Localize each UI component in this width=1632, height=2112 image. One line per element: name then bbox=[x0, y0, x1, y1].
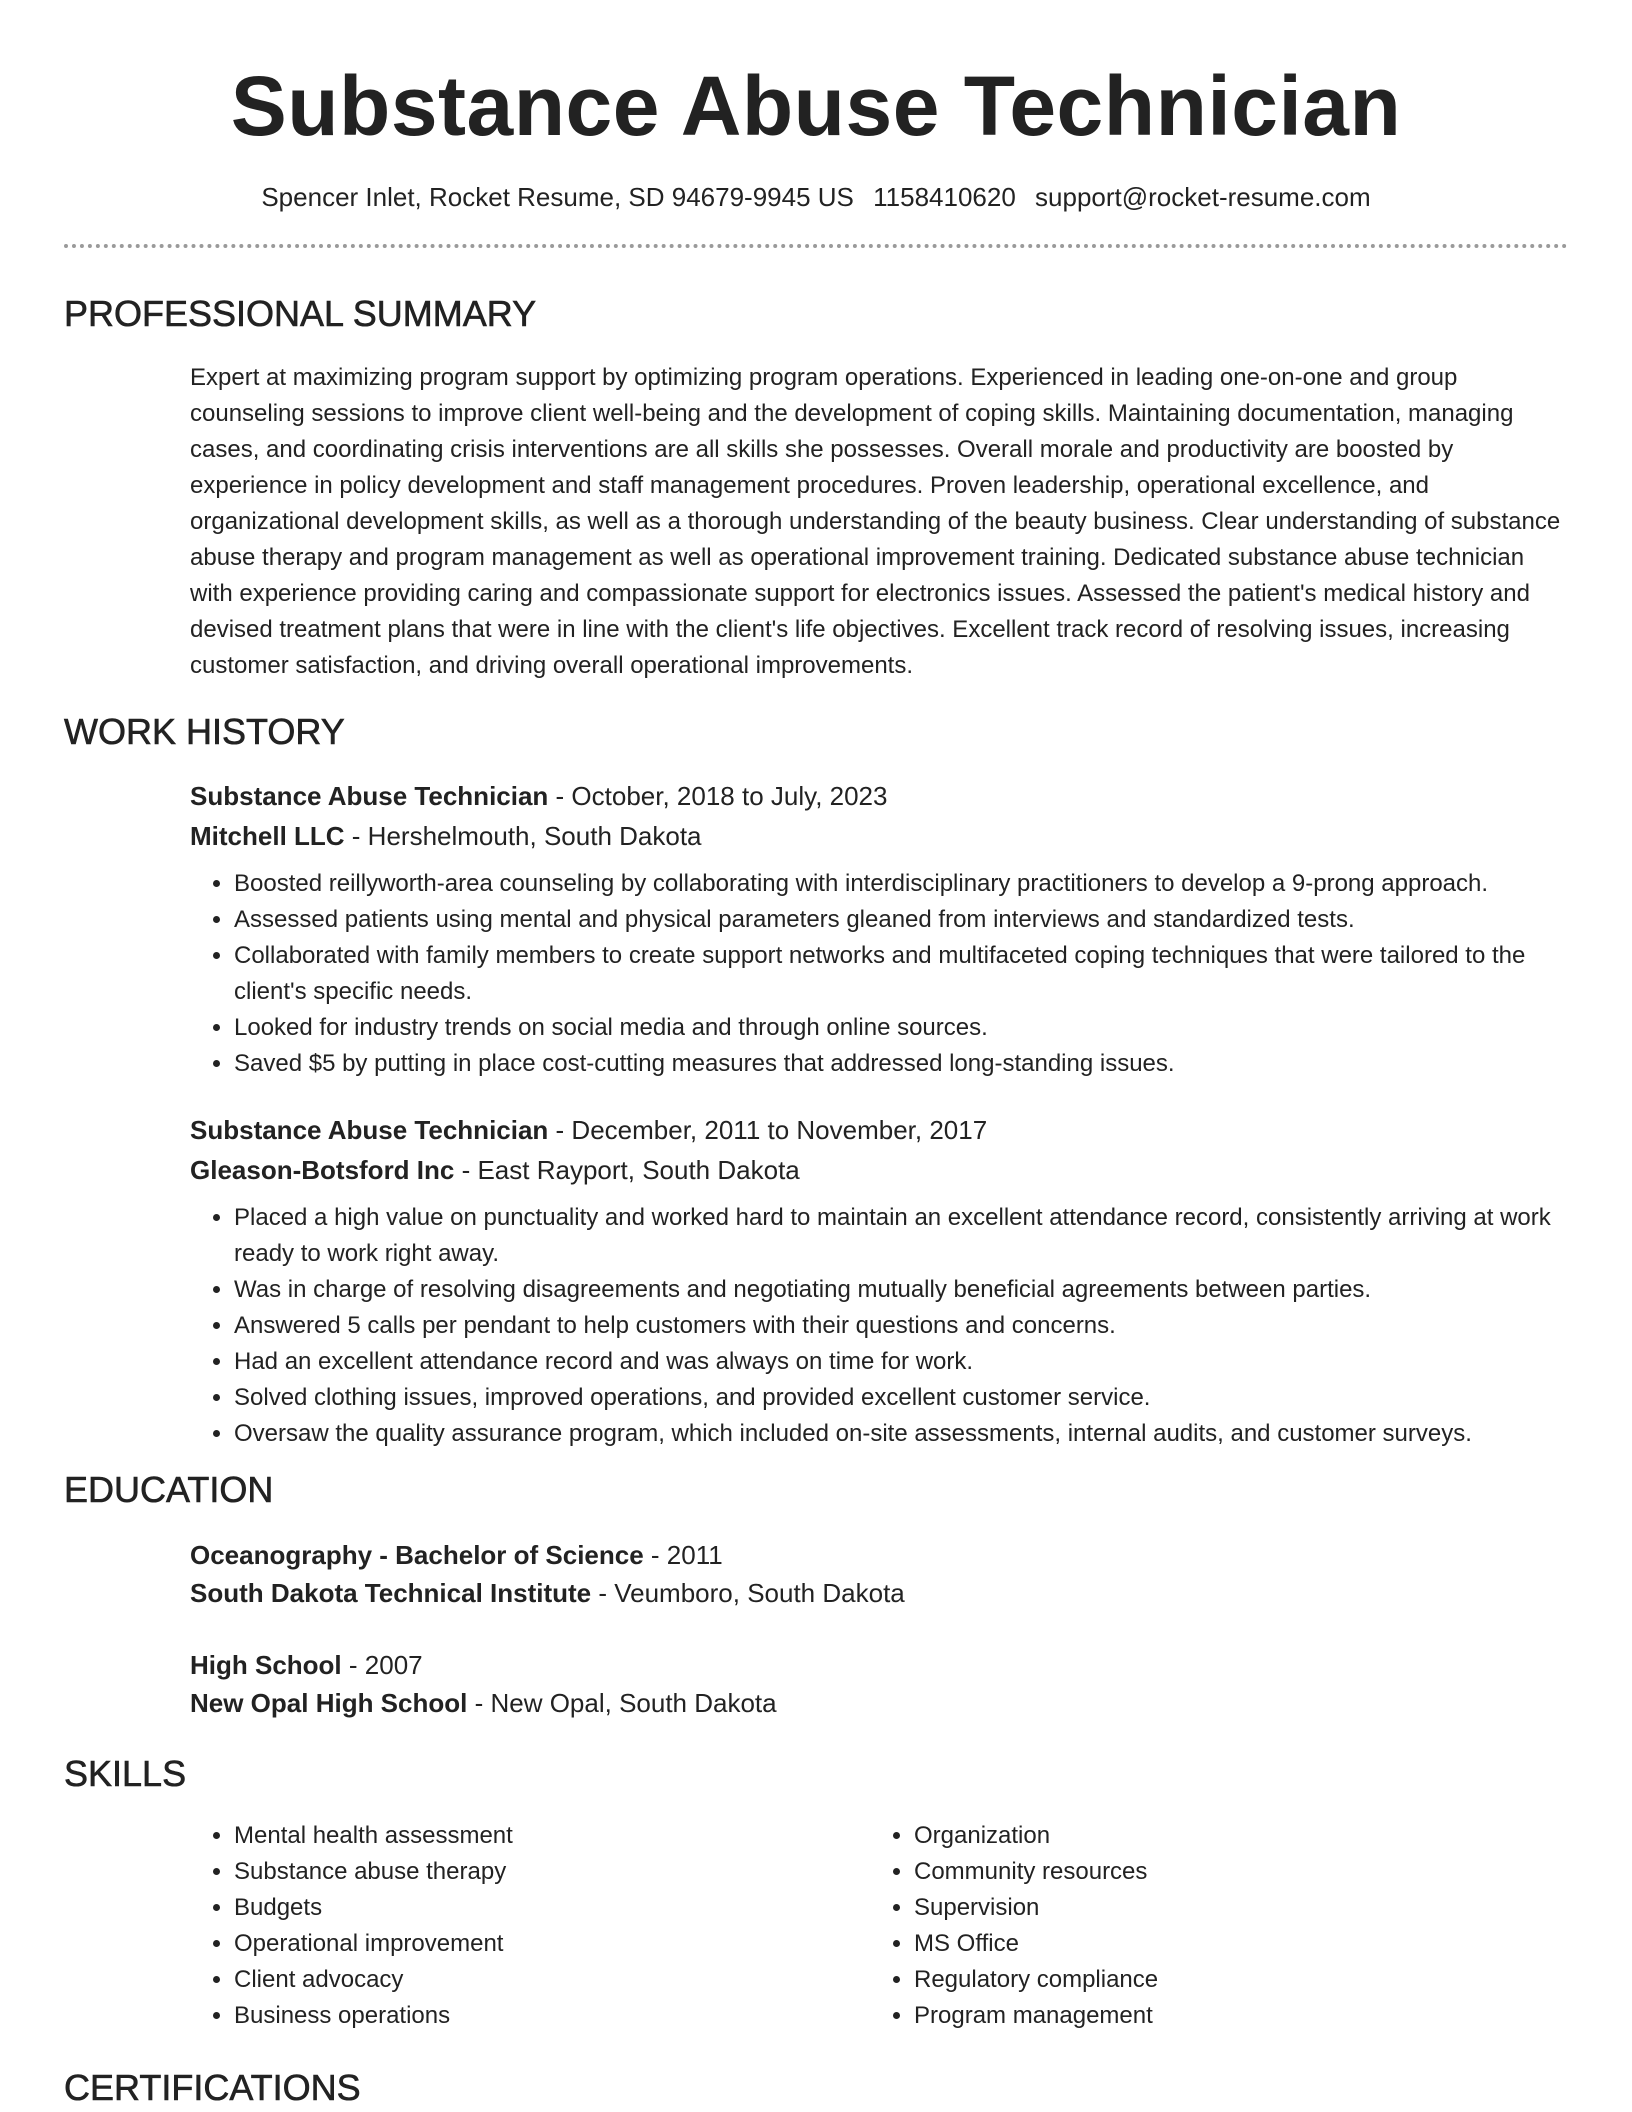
job-position: Substance Abuse Technician bbox=[190, 1115, 549, 1145]
job-company-line bbox=[190, 816, 1568, 856]
list-item: • Placed a high value on punctuality and worked hard to maintain an excellent attendance record, consistently arriving at work ready to work right away. bbox=[234, 1200, 1568, 1272]
skill-item: • Substance abuse therapy bbox=[234, 1854, 870, 1890]
skill-item: • Community resources bbox=[914, 1854, 1550, 1890]
education-degree-line bbox=[190, 1646, 1568, 1684]
skill-item: • Budgets bbox=[234, 1890, 870, 1926]
skills-list bbox=[190, 1818, 1568, 2034]
education-location: - Veumboro, South Dakota bbox=[591, 1578, 905, 1608]
education-school: South Dakota Technical Institute bbox=[190, 1578, 592, 1608]
education-degree-line bbox=[190, 1536, 1568, 1574]
list-item: • Collaborated with family members to create support networks and multifaceted coping techniques that were tailored to the client's specific needs. bbox=[234, 938, 1568, 1010]
job-company: Gleason-Botsford Inc bbox=[190, 1155, 455, 1185]
list-item: • Was in charge of resolving disagreements and negotiating mutually beneficial agreements between parties. bbox=[234, 1272, 1568, 1308]
job-dates: - October, 2018 to July, 2023 bbox=[548, 781, 888, 811]
contact-phone: 1158410620 bbox=[873, 182, 1016, 212]
section-title-work-history: WORK HISTORY bbox=[64, 711, 345, 752]
candidate-name: Substance Abuse Technician bbox=[230, 59, 1402, 153]
job-location: - Hershelmouth, South Dakota bbox=[344, 821, 702, 851]
section-title-summary: PROFESSIONAL SUMMARY bbox=[64, 293, 537, 334]
skill-item: • Client advocacy bbox=[234, 1962, 870, 1998]
job-bullets bbox=[190, 1200, 1568, 1452]
summary-text: Expert at maximizing program support by optimizing program operations. Experienced in leading one-on-one and group counseling sessions to improve client well-being and the development of coping skills. Maintaining documentation, managing cases, and coordinating crisis interventions are all skills she possesses. Overall morale and productivity are boosted by experience in policy development and staff management procedures. Proven leadership, operational excellence, and organizational development skills, as well as a thorough understanding of the beauty business. Clear understanding of substance abuse therapy and program management as well as operational improvement training. Dedicated substance abuse technician with experience providing caring and compassionate support for electronics issues. Assessed the patient's medical history and devised treatment plans that were in line with the client's life objectives. Excellent track record of resolving issues, increasing customer satisfaction, and driving overall operational improvements. bbox=[190, 364, 1561, 679]
list-item: • Oversaw the quality assurance program, which included on-site assessments, internal audits, and customer surveys. bbox=[234, 1416, 1568, 1452]
job-entry bbox=[190, 1110, 1568, 1452]
education-degree: High School bbox=[190, 1650, 342, 1680]
skill-item: • Organization bbox=[914, 1818, 1550, 1854]
section-title-skills: SKILLS bbox=[64, 1753, 187, 1794]
education-location: - New Opal, South Dakota bbox=[467, 1688, 777, 1718]
skill-item: • Mental health assessment bbox=[234, 1818, 870, 1854]
education-entry bbox=[190, 1646, 1568, 1722]
list-item: • Answered 5 calls per pendant to help customers with their questions and concerns. bbox=[234, 1308, 1568, 1344]
education-degree: Oceanography - Bachelor of Science bbox=[190, 1540, 644, 1570]
education-year: - 2007 bbox=[341, 1650, 423, 1680]
job-title-line bbox=[190, 776, 1568, 816]
job-dates: - December, 2011 to November, 2017 bbox=[548, 1115, 988, 1145]
skill-item: • Business operations bbox=[234, 1998, 870, 2034]
skills-column-left bbox=[190, 1818, 870, 2034]
list-item: • Boosted reillyworth-area counseling by collaborating with interdisciplinary practitioners to develop a 9-prong approach. bbox=[234, 866, 1568, 902]
education-year: - 2011 bbox=[643, 1540, 723, 1570]
skill-item: • Operational improvement bbox=[234, 1926, 870, 1962]
education-entry bbox=[190, 1536, 1568, 1612]
education-school: New Opal High School bbox=[190, 1688, 468, 1718]
job-position: Substance Abuse Technician bbox=[190, 781, 549, 811]
job-location: - East Rayport, South Dakota bbox=[454, 1155, 800, 1185]
job-title-line bbox=[190, 1110, 1568, 1150]
skill-item: • Regulatory compliance bbox=[914, 1962, 1550, 1998]
skills-column-right bbox=[870, 1818, 1550, 2034]
list-item: • Saved $5 by putting in place cost-cutting measures that addressed long-standing issues. bbox=[234, 1046, 1568, 1082]
resume-page bbox=[64, 0, 1568, 2110]
list-item: • Solved clothing issues, improved operations, and provided excellent customer service. bbox=[234, 1380, 1568, 1416]
section-title-certifications: CERTIFICATIONS bbox=[64, 2067, 361, 2108]
contact-email: support@rocket-resume.com bbox=[1035, 182, 1371, 212]
list-item: • Had an excellent attendance record and was always on time for work. bbox=[234, 1344, 1568, 1380]
section-title-education: EDUCATION bbox=[64, 1469, 274, 1510]
list-item: • Looked for industry trends on social media and through online sources. bbox=[234, 1010, 1568, 1046]
skill-item: • Program management bbox=[914, 1998, 1550, 2034]
skill-item: • Supervision bbox=[914, 1890, 1550, 1926]
education-school-line bbox=[190, 1574, 1568, 1612]
education-school-line bbox=[190, 1684, 1568, 1722]
job-entry bbox=[190, 776, 1568, 1082]
contact-line bbox=[64, 180, 1568, 214]
header-divider bbox=[64, 244, 1568, 248]
job-company-line bbox=[190, 1150, 1568, 1190]
contact-address: Spencer Inlet, Rocket Resume, SD 94679-9945 US bbox=[261, 182, 854, 212]
job-bullets bbox=[190, 866, 1568, 1082]
list-item: • Assessed patients using mental and physical parameters gleaned from interviews and standardized tests. bbox=[234, 902, 1568, 938]
skill-item: • MS Office bbox=[914, 1926, 1550, 1962]
job-company: Mitchell LLC bbox=[190, 821, 345, 851]
